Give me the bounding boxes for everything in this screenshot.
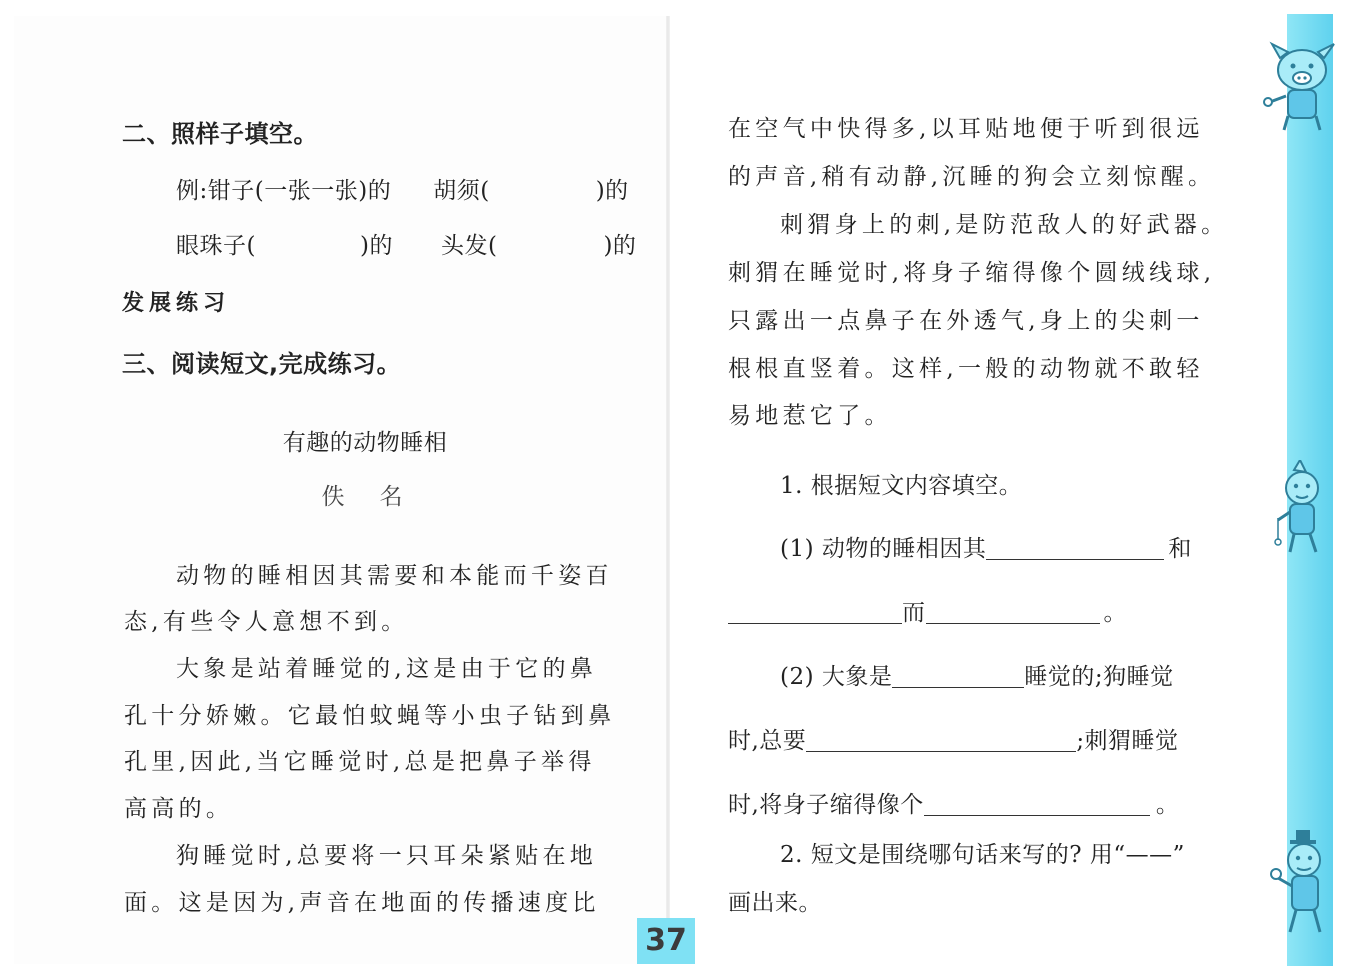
pig-mascot-icon <box>1262 36 1342 136</box>
article-line: 高高的。 <box>124 796 234 822</box>
page-number-tab <box>637 918 695 964</box>
article-line: 刺猬身上的刺,是防范敌人的好武器。 <box>780 212 1229 238</box>
answer-blank[interactable] <box>924 791 1150 816</box>
fill-item-hair-open: 头发( <box>440 233 498 259</box>
article-line: 狗睡觉时,总要将一只耳朵紧贴在地 <box>176 843 598 869</box>
exercise-3-title: 三、阅读短文,完成练习。 <box>122 350 402 378</box>
answer-blank[interactable] <box>926 599 1100 624</box>
article-line: 只露出一点鼻子在外透气,身上的尖刺一 <box>728 308 1204 334</box>
development-practice-heading: 发展练习 <box>122 291 231 316</box>
fill-item-beard-open: 胡须( <box>433 178 490 204</box>
article-title: 有趣的动物睡相 <box>282 430 448 456</box>
question-1-part-1-line-1 <box>780 530 1192 563</box>
article-line: 易地惹它了。 <box>728 403 892 429</box>
question-2-line-1: 2. 短文是围绕哪句话来写的? 用“——” <box>780 842 1185 868</box>
question-1-part-2-line-3 <box>728 786 1179 819</box>
article-line: 动物的睡相因其需要和本能而千姿百 <box>176 563 613 589</box>
question-1-part-2-line-2 <box>728 722 1179 755</box>
article-line: 态,有些令人意想不到。 <box>124 609 409 635</box>
article-line: 大象是站着睡觉的,这是由于它的鼻 <box>176 656 598 682</box>
article-line: 根根直竖着。这样,一般的动物就不敢轻 <box>728 356 1204 382</box>
exercise-2-row-2 <box>176 227 636 260</box>
cat-mascot-icon <box>1266 830 1338 940</box>
article-author: 佚 名 <box>321 484 409 510</box>
answer-blank[interactable] <box>806 727 1076 752</box>
q1-p2-text-f: 。 <box>1155 792 1180 818</box>
article-line: 在空气中快得多,以耳贴地便于听到很远 <box>728 116 1204 142</box>
article-line: 孔十分娇嫩。它最怕蚊蝇等小虫子钻到鼻 <box>124 703 616 729</box>
fill-item-eyeball-open: 眼珠子( <box>176 233 256 259</box>
answer-blank[interactable] <box>728 599 902 624</box>
fox-mascot-icon <box>1266 460 1338 560</box>
q1-p1-text-c: 而 <box>902 600 926 626</box>
q1-p2-text-e: 时,将身子缩得像个 <box>728 792 924 818</box>
question-1-part-1-line-2 <box>728 594 1127 627</box>
q1-p2-text-a: (2) 大象是 <box>780 664 893 690</box>
fill-item-beard-close: )的 <box>595 178 629 204</box>
question-1-part-2-line-1 <box>780 658 1174 691</box>
example-answer: 例:钳子(一张一张)的 <box>176 178 392 204</box>
question-2-line-2: 画出来。 <box>728 890 822 916</box>
fill-item-hair-close: )的 <box>603 233 637 259</box>
exercise-2-title: 二、照样子填空。 <box>122 120 318 148</box>
fill-item-eyeball-close: )的 <box>359 233 393 259</box>
q1-p1-text-d: 。 <box>1103 600 1127 626</box>
article-line: 的声音,稍有动静,沉睡的狗会立刻惊醒。 <box>728 164 1216 190</box>
article-line: 孔里,因此,当它睡觉时,总是把鼻子举得 <box>124 749 596 775</box>
q1-p2-text-b: 睡觉的;狗睡觉 <box>1024 664 1174 690</box>
exercise-2-row-1 <box>176 172 629 205</box>
q1-p2-text-c: 时,总要 <box>728 728 807 754</box>
q1-p1-text-b: 和 <box>1168 536 1192 562</box>
page-number: 37 <box>645 923 687 958</box>
answer-blank[interactable] <box>892 663 1024 688</box>
q1-p1-text-a: (1) 动物的睡相因其 <box>780 536 987 562</box>
article-line: 面。这是因为,声音在地面的传播速度比 <box>124 890 600 916</box>
article-line: 刺猬在睡觉时,将身子缩得像个圆绒线球, <box>728 260 1216 286</box>
question-1-title: 1. 根据短文内容填空。 <box>780 473 1023 499</box>
q1-p2-text-d: ;刺猬睡觉 <box>1076 728 1179 754</box>
answer-blank[interactable] <box>986 535 1164 560</box>
